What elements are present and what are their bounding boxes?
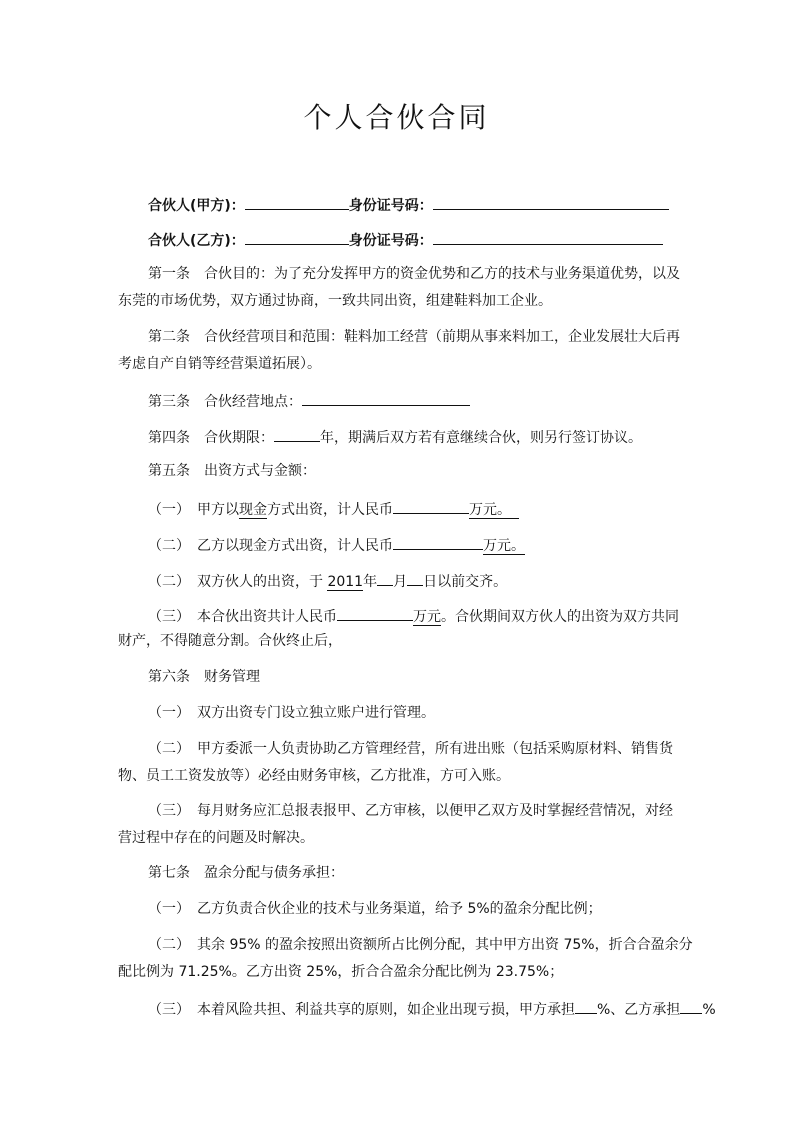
art7-item3-mid: %、乙方承担 — [597, 1002, 681, 1018]
art5-item1-unit: 万元。 — [469, 502, 519, 519]
art2-line2: 考虑自产自销等经营渠道拓展）。 — [118, 356, 321, 372]
art5-item4-line1 — [118, 604, 708, 627]
art6-item1: （一） 双方出资专门设立独立账户进行管理。 — [148, 705, 435, 721]
cash-text: 现金 — [239, 502, 267, 518]
art5-item1-mid: 方式出资，计人民币 — [267, 502, 393, 518]
art5-item3-pre: （二） 双方伙人的出资，于 — [148, 574, 328, 590]
party-a-loss-share-blank[interactable] — [575, 997, 597, 1014]
art6-item3-line1: （三） 每月财务应汇总报表报甲、乙方审核，以便甲乙双方及时掌握经营情况，对经 — [148, 803, 673, 819]
art4-post: 年，期满后双方若有意继续合伙，则另行签订协议。 — [320, 430, 642, 446]
party-b-line — [148, 228, 708, 251]
art5-item2 — [118, 533, 708, 556]
art5-item4-line2: 财产，不得随意分割。合伙终止后， — [118, 633, 342, 649]
page-title: 个人合伙合同 — [303, 101, 490, 134]
party-b-loss-share-blank[interactable] — [680, 997, 702, 1014]
year-value: 2011 — [327, 574, 364, 590]
art5-item4-unit: 万元 — [413, 609, 441, 625]
party-a-label: 合伙人(甲方)： — [148, 198, 245, 214]
party-a-id-label: 身份证号码： — [348, 198, 433, 214]
party-b-name-blank[interactable] — [245, 228, 349, 245]
month-label: 月 — [393, 574, 408, 590]
art5-item1 — [118, 497, 708, 520]
year-label: 年 — [363, 574, 378, 590]
art5-item2-unit: 万元。 — [483, 538, 525, 554]
location-blank[interactable] — [302, 389, 470, 406]
art6-title: 第六条 财务管理 — [148, 669, 260, 685]
party-b-id-label: 身份证号码： — [348, 233, 433, 249]
art1-line1: 第一条 合伙目的：为了充分发挥甲方的资金优势和乙方的技术与业务渠道优势，以及 — [148, 266, 680, 282]
art7-item3 — [118, 997, 716, 1020]
party-a-line — [148, 193, 708, 216]
art5-item1-pre: （一） 甲方以 — [148, 502, 239, 518]
party-b-label: 合伙人(乙方)： — [148, 233, 245, 249]
art5-item4-post: 。合伙期间双方伙人的出资为双方共同 — [441, 609, 679, 625]
art7-item2-line2: 配比例为 71.25%。乙方出资 25%，折合合盈余分配比例为 23.75%； — [118, 964, 564, 980]
term-years-blank[interactable] — [274, 425, 320, 442]
art4-pre: 第四条 合伙期限： — [148, 430, 274, 446]
month-blank[interactable] — [377, 569, 393, 586]
art6-item2-line1: （二） 甲方委派一人负责协助乙方管理经营，所有进出账（包括采购原材料、销售货 — [148, 741, 673, 757]
party-a-id-blank[interactable] — [433, 193, 669, 210]
party-a-name-blank[interactable] — [245, 193, 349, 210]
art6-item3-line2: 营过程中存在的问题及时解决。 — [118, 830, 314, 846]
party-b-amount-blank[interactable] — [393, 533, 483, 550]
art4-line — [118, 425, 708, 448]
art2-line1: 第二条 合伙经营项目和范围：鞋料加工经营（前期从事来料加工，企业发展壮大后再 — [148, 329, 680, 345]
art5-title: 第五条 出资方式与金额： — [148, 463, 316, 479]
art7-item3-pre: （三） 本着风险共担、利益共享的原则，如企业出现亏损，甲方承担 — [148, 1002, 575, 1018]
art1-line2: 东莞的市场优势，双方通过协商，一致共同出资，组建鞋料加工企业。 — [118, 293, 552, 309]
art3-label: 第三条 合伙经营地点： — [148, 394, 302, 410]
total-amount-blank[interactable] — [337, 604, 413, 621]
day-blank[interactable] — [407, 569, 423, 586]
party-b-id-blank[interactable] — [433, 228, 663, 245]
party-a-amount-blank[interactable] — [393, 497, 469, 514]
art5-item4-pre: （三） 本合伙出资共计人民币 — [148, 609, 337, 625]
art7-item2-line1: （二） 其余 95% 的盈余按照出资额所占比例分配，其中甲方出资 75%，折合合盈余分 — [148, 937, 693, 953]
art7-item3-end: % — [702, 1002, 716, 1018]
art3-line — [118, 389, 708, 412]
art5-item2-pre: （二） 乙方以现金方式出资，计人民币 — [148, 538, 393, 554]
art7-item1: （一） 乙方负责合伙企业的技术与业务渠道，给予 5%的盈余分配比例； — [148, 901, 602, 917]
art6-item2-line2: 物、员工工资发放等）必经由财务审核，乙方批准，方可入账。 — [118, 768, 510, 784]
art5-item3 — [118, 569, 708, 592]
art7-title: 第七条 盈余分配与债务承担： — [148, 865, 344, 881]
art5-item3-post: 日以前交齐。 — [423, 574, 508, 590]
